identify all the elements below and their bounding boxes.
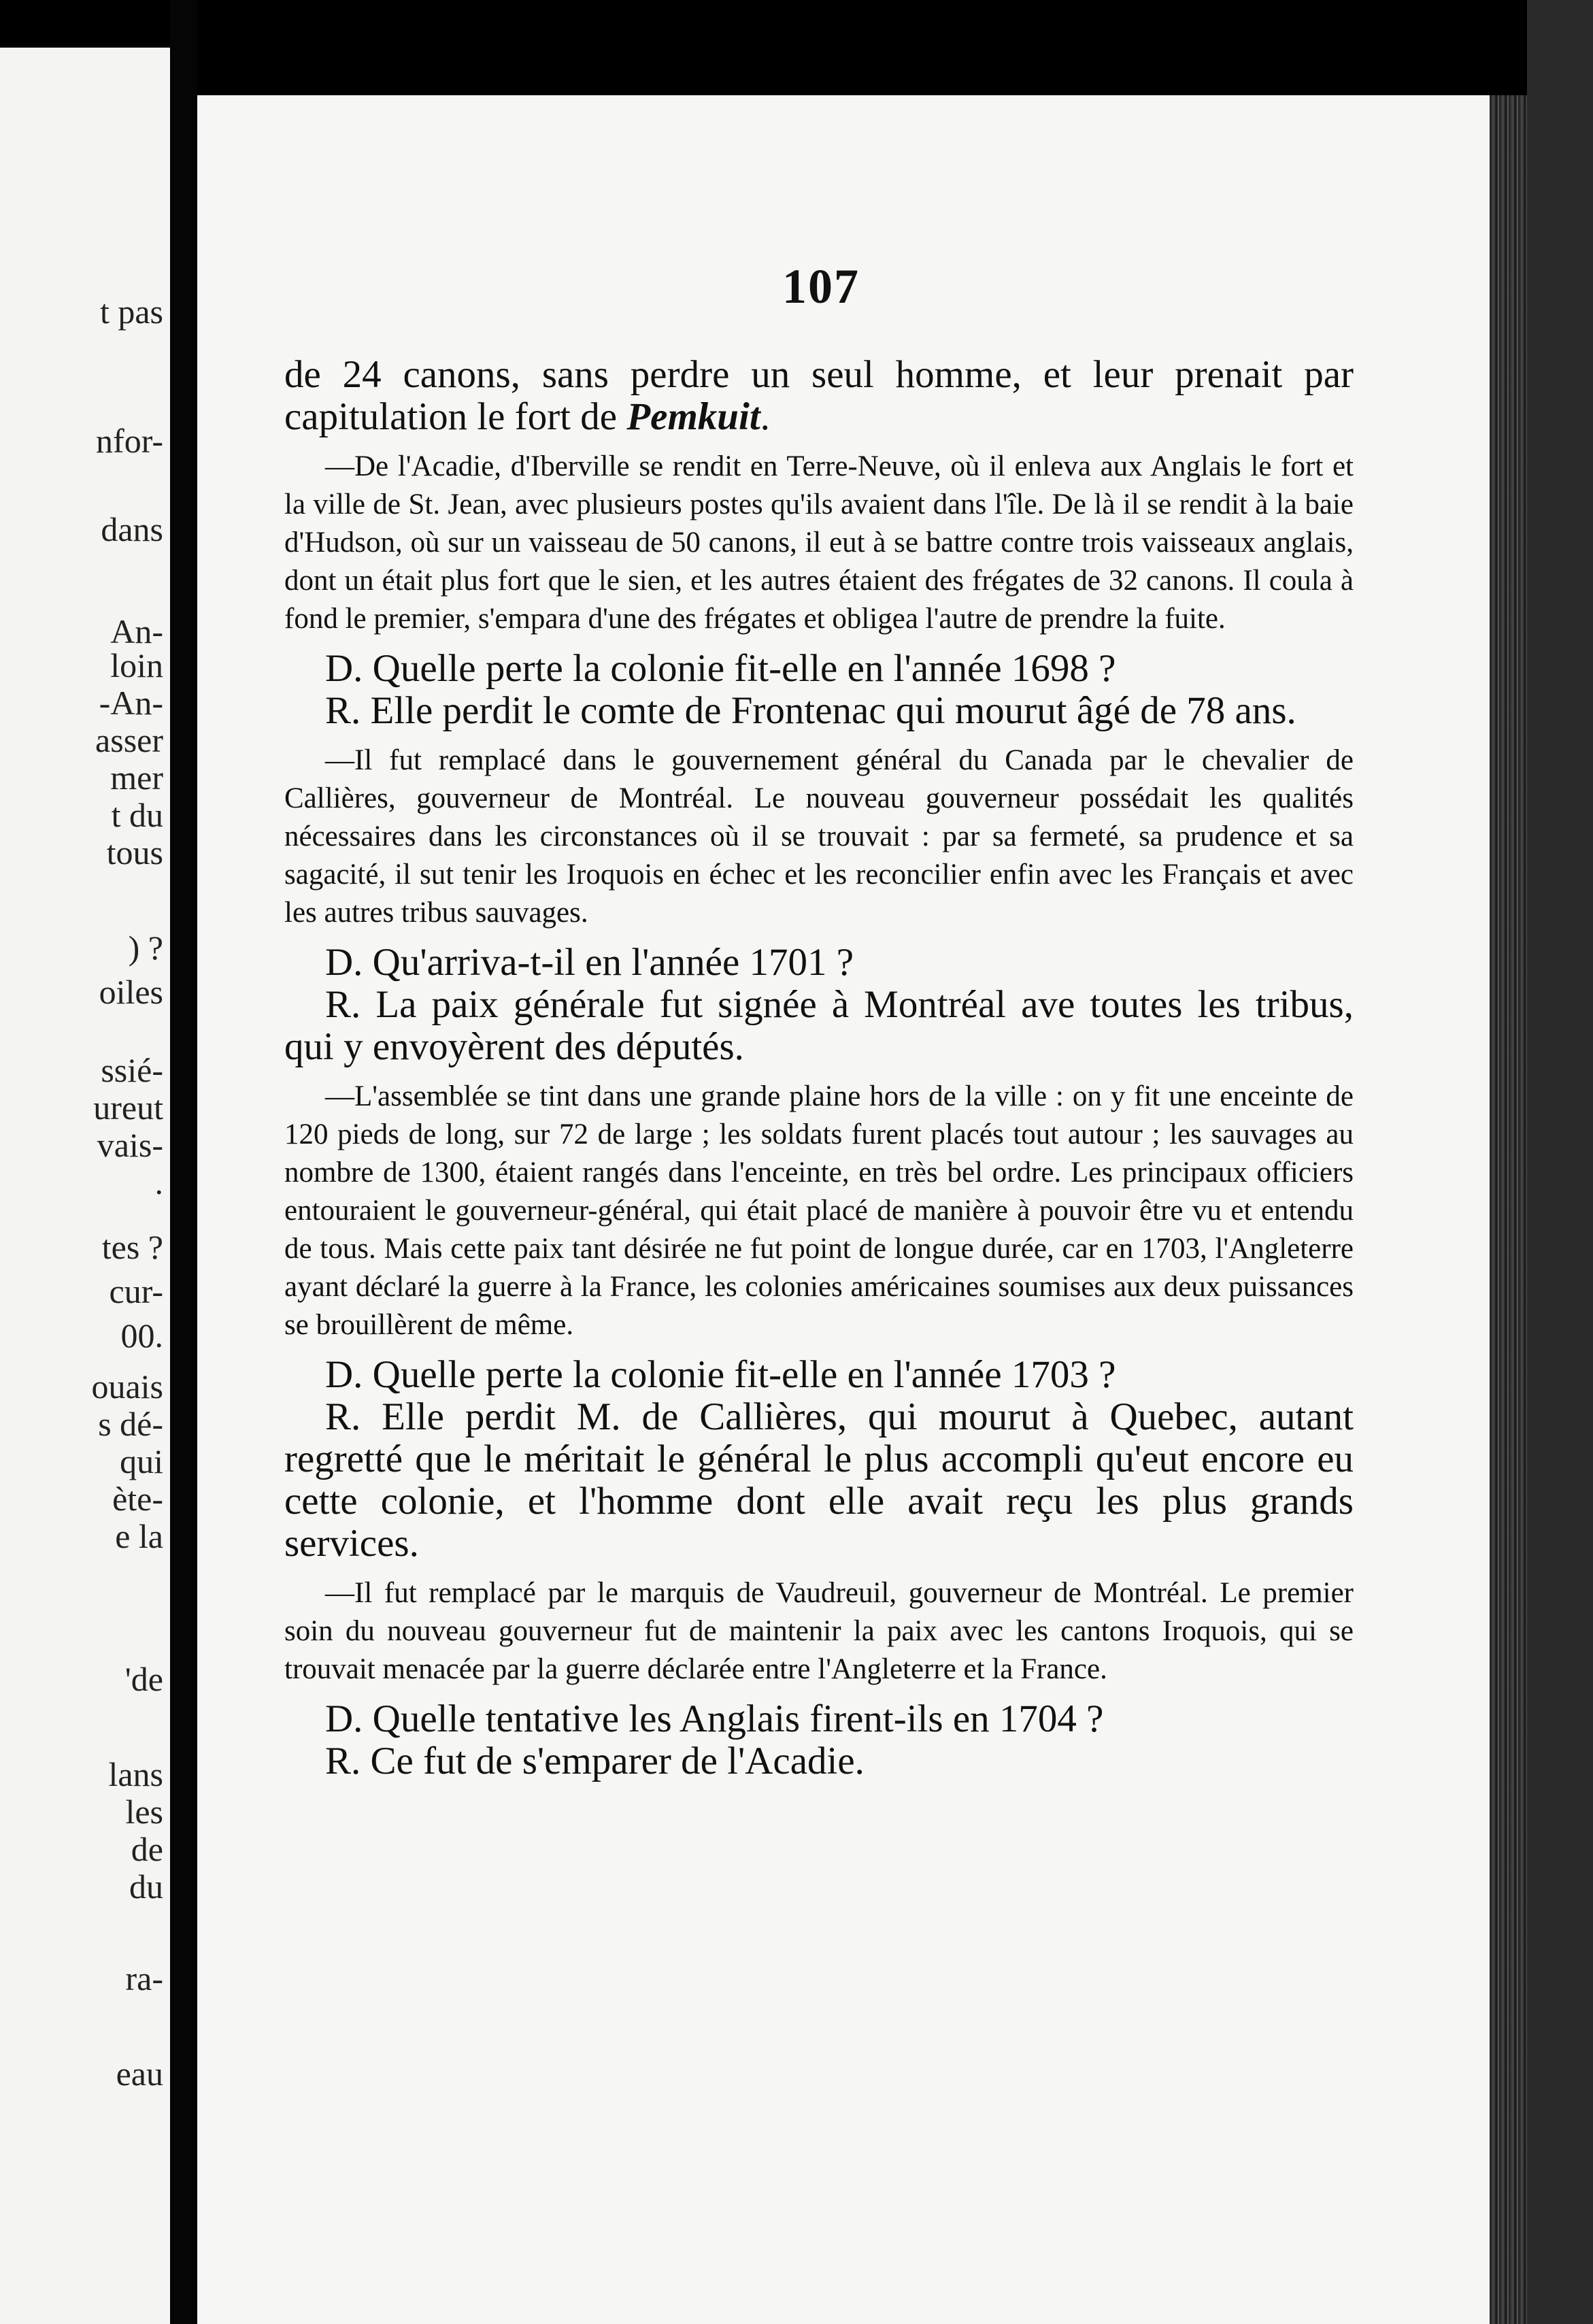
facing-page-text-fragment: ra- bbox=[125, 1959, 163, 1997]
note-assemblee: —L'assemblée se tint dans une grande plaine hors de la ville : on y fit une enceinte de 120 pieds de long, sur 72 de large ; les soldats furent placés tout autour ; les sauvages au nombre de 1300, étaient rangés dans l'enceinte, en très bel ordre. Les principaux officiers entouraient le gouverneur-général, qui était placé de manière à pouvoir être vu et entendu de tous. Mais cette paix tant désirée ne fut point de longue durée, car en 1703, l'Angleterre ayant déclaré la guerre à la France, les colonies américaines soumises aux deux puissances se brouillèrent de même. bbox=[284, 1080, 1354, 1341]
question-1704: D. Quelle tentative les Anglais firent-ils en 1704 ? bbox=[325, 1697, 1104, 1740]
scan-top-border bbox=[170, 0, 1530, 95]
facing-page-text-fragment: ouais bbox=[91, 1367, 163, 1406]
facing-page-text-fragment: qui bbox=[120, 1442, 163, 1480]
facing-page-text-fragment: s dé- bbox=[98, 1405, 163, 1443]
scan-right-border bbox=[1527, 0, 1593, 2324]
facing-page-text-fragment: vais- bbox=[97, 1126, 163, 1164]
question-1701: D. Qu'arriva-t-il en l'année 1701 ? bbox=[325, 941, 854, 984]
facing-page-fragment bbox=[0, 48, 170, 2324]
facing-page-text-fragment: 'de bbox=[124, 1660, 163, 1698]
facing-page-text-fragment: de bbox=[131, 1830, 163, 1868]
facing-page-text-fragment: . bbox=[154, 1163, 163, 1201]
facing-page-text-fragment: dans bbox=[101, 510, 163, 548]
facing-page-text-fragment: t du bbox=[111, 796, 163, 834]
book-gutter bbox=[170, 0, 197, 2324]
facing-page-text-fragment: 00. bbox=[120, 1316, 163, 1355]
facing-page-text-fragment: loin bbox=[110, 646, 163, 684]
paragraph-text: de 24 canons, sans perdre un seul homme, et leur prenait par capitulation le fort de bbox=[284, 353, 1354, 438]
facing-page-text-fragment: asser bbox=[95, 721, 163, 759]
note-iberville: —De l'Acadie, d'Iberville se rendit en Terre-Neuve, où il enleva aux Anglais le fort et la ville de St. Jean, avec plusieurs postes qu'ils avaient dans l'île. De là il se rendit à la baie d'Hudson, où sur un vaisseau de 50 canons, il eut à se battre contre trois vaisseaux anglais, dont un était plus fort que le sien, et les autres étaient des frégates de 32 canons. Il coula à fond le premier, s'empara d'une des frégates et obligea l'autre de prendre la fuite. bbox=[284, 450, 1354, 635]
paragraph-continuation bbox=[284, 354, 1354, 438]
note-callieres: —Il fut remplacé dans le gouvernement général du Canada par le chevalier de Callières, gouverneur de Montréal. Le nouveau gouverneur possédait les qualités nécessaires dans les circonstances où il se trouvait : par sa fermeté, sa prudence et sa sagacité, il sut tenir les Iroquois en échec et les reconcilier enfin avec les Français et avec les autres tribus sauvages. bbox=[284, 744, 1354, 929]
facing-page-text-fragment: les bbox=[125, 1793, 163, 1831]
facing-page-text-fragment: tes ? bbox=[101, 1228, 163, 1266]
facing-page-text-fragment: mer bbox=[110, 759, 163, 797]
facing-page-text-fragment: cur- bbox=[109, 1272, 163, 1310]
place-name-italic: Pemkuit bbox=[626, 395, 760, 438]
facing-page-text-fragment: ) ? bbox=[128, 929, 163, 967]
answer-1698: R. Elle perdit le comte de Frontenac qui mourut âgé de 78 ans. bbox=[325, 689, 1296, 732]
page-edges bbox=[1490, 95, 1527, 2324]
answer-1703: R. Elle perdit M. de Callières, qui mourut à Quebec, autant regretté que le méritait le général le plus accompli qu'eut encore eu cette colonie, et l'homme dont elle avait reçu les plus grands services. bbox=[284, 1395, 1354, 1565]
facing-page-text-fragment: lans bbox=[108, 1755, 163, 1793]
facing-page-text-fragment: eau bbox=[116, 2055, 163, 2093]
note-vaudreuil: —Il fut remplacé par le marquis de Vaudreuil, gouverneur de Montréal. Le premier soin du nouveau gouverneur fut de maintenir la paix avec les cantons Iroquois, qui se trouvait menacée par la guerre déclarée entre l'Angleterre et la France. bbox=[284, 1577, 1354, 1685]
answer-1701: R. La paix générale fut signée à Montréal ave toutes les tribus, qui y envoyèrent des députés. bbox=[284, 983, 1354, 1068]
facing-page-text-fragment: An- bbox=[110, 612, 163, 650]
facing-page-text-fragment: e la bbox=[115, 1517, 163, 1555]
page-number: 107 bbox=[782, 259, 860, 314]
facing-page-text-fragment: ssié- bbox=[101, 1051, 163, 1089]
facing-page-text-fragment: nfor- bbox=[96, 422, 163, 460]
page-content bbox=[284, 354, 1354, 1782]
facing-page-text-fragment: tous bbox=[106, 833, 163, 872]
question-1703: D. Quelle perte la colonie fit-elle en l'année 1703 ? bbox=[325, 1353, 1116, 1396]
paragraph-text-end: . bbox=[760, 395, 770, 438]
question-1698: D. Quelle perte la colonie fit-elle en l'année 1698 ? bbox=[325, 647, 1116, 690]
facing-page-text-fragment: du bbox=[129, 1868, 163, 1906]
facing-page-text-fragment: ète- bbox=[112, 1480, 163, 1518]
facing-page-text-fragment: t pas bbox=[99, 293, 163, 331]
answer-1704: R. Ce fut de s'emparer de l'Acadie. bbox=[325, 1740, 865, 1782]
facing-page-text-fragment: -An- bbox=[99, 684, 163, 722]
facing-page-text-fragment: oiles bbox=[99, 973, 163, 1011]
facing-page-text-fragment: ureut bbox=[93, 1089, 163, 1127]
